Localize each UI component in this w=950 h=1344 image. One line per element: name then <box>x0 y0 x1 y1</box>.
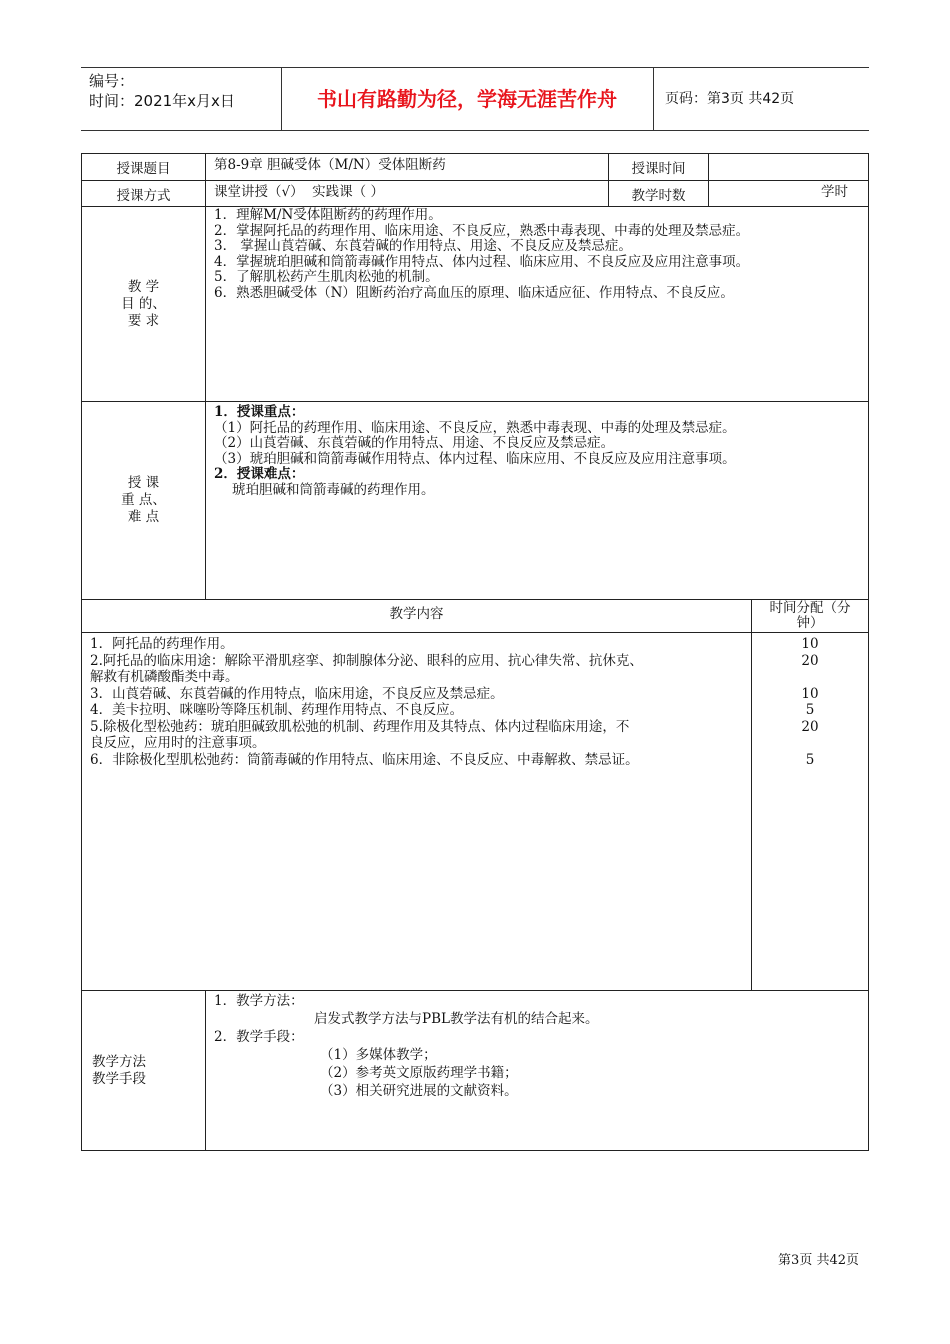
keypoints-content <box>205 401 869 600</box>
objective-item: 5．了解肌松药产生肌肉松弛的机制。 <box>214 269 439 285</box>
methods-label-line: 教学手段 <box>92 1070 146 1087</box>
means-item: （1）多媒体教学； <box>320 1047 437 1063</box>
keypoints-label-line: 授 课 <box>127 475 160 491</box>
time-value: 10 <box>801 685 819 702</box>
means-title: 2．教学手段： <box>214 1029 304 1045</box>
document-number: 编号： <box>89 72 135 90</box>
objective-item: 4．掌握琥珀胆碱和筒箭毒碱作用特点、体内过程、临床应用、不良反应及应用注意事项。 <box>214 253 750 270</box>
content-header: 教学内容 <box>81 599 752 633</box>
methods-label-line: 教学方法 <box>92 1053 146 1070</box>
time-allocation-column <box>751 632 869 991</box>
objective-item: 3． 掌握山莨菪碱、东莨菪碱的作用特点、用途、不良反应及禁忌症。 <box>214 238 632 254</box>
difficult-point-text: 琥珀胆碱和筒箭毒碱的药理作用。 <box>232 481 435 498</box>
content-line: 1．阿托品的药理作用。 <box>90 636 234 652</box>
key-points-title: 1．授课重点： <box>214 404 305 420</box>
method-title: 1．教学方法： <box>214 993 304 1009</box>
mode-label: 授课方式 <box>81 180 206 207</box>
content-line: 5.除极化型松弛药：琥珀胆碱致肌松弛的机制、药理作用及其特点、体内过程临床用途，不 <box>90 718 630 735</box>
key-point-item: （3）琥珀胆碱和筒箭毒碱作用特点、体内过程、临床应用、不良反应及应用注意事项。 <box>214 450 736 467</box>
time-value <box>708 153 869 181</box>
time-value <box>752 669 868 686</box>
document-header <box>81 67 869 131</box>
content-line: 良反应，应用时的注意事项。 <box>90 735 266 751</box>
content-line: 2.阿托品的临床用途：解除平滑肌痉挛、抑制腺体分泌、眼科的应用、抗心律失常、抗休克、 <box>90 652 643 669</box>
topic-value: 第8-9章 胆碱受体（M/N）受体阻断药 <box>205 153 609 181</box>
keypoints-label-line: 重 点、 <box>121 492 166 508</box>
objectives-content <box>205 206 869 402</box>
method-text: 启发式教学方法与PBL教学法有机的结合起来。 <box>314 1011 599 1027</box>
means-item: （3）相关研究进展的文献资料。 <box>320 1083 518 1099</box>
header-motto: 书山有路勤为径，学海无涯苦作舟 <box>317 87 617 111</box>
methods-label <box>81 990 206 1151</box>
time-value: 10 <box>801 636 819 652</box>
objectives-label <box>81 206 206 402</box>
time-value <box>752 735 868 752</box>
time-value: 5 <box>805 702 815 718</box>
content-line: 4．美卡拉明、咪噻吩等降压机制、药理作用特点、不良反应。 <box>90 702 464 718</box>
key-point-item: （2）山莨菪碱、东莨菪碱的作用特点、用途、不良反应及禁忌症。 <box>214 435 615 451</box>
methods-content <box>205 990 869 1151</box>
hours-unit: 学时 <box>708 180 869 207</box>
time-allocation-header <box>751 599 869 633</box>
keypoints-label-line: 难 点 <box>127 509 160 525</box>
content-body <box>81 632 752 991</box>
header-page-number: 页码：第3页 共42页 <box>665 91 795 107</box>
time-value: 5 <box>805 751 815 768</box>
objective-item: 1．理解M/N受体阻断药的药理作用。 <box>214 207 442 223</box>
time-value: 20 <box>801 718 819 735</box>
content-line: 6．非除极化型肌松弛药：筒箭毒碱的作用特点、临床用途、不良反应、中毒解救、禁忌证。 <box>90 751 639 768</box>
key-point-item: （1）阿托品的药理作用、临床用途、不良反应，熟悉中毒表现、中毒的处理及禁忌症。 <box>214 419 736 436</box>
topic-label: 授课题目 <box>81 153 206 181</box>
means-item: （2）参考英文原版药理学书籍； <box>320 1065 518 1081</box>
objectives-label-line: 目 的、 <box>121 295 166 312</box>
time-value: 20 <box>801 652 819 669</box>
mode-value: 课堂讲授（√） 实践课（ ） <box>205 180 609 207</box>
time-allocation-header-line: 钟） <box>796 615 824 631</box>
content-line: 解救有机磷酸酯类中毒。 <box>90 669 239 685</box>
header-divider <box>653 68 654 130</box>
content-line: 3．山莨菪碱、东莨菪碱的作用特点，临床用途，不良反应及禁忌症。 <box>90 685 504 702</box>
difficult-points-title: 2．授课难点： <box>214 466 305 482</box>
objective-item: 2．掌握阿托品的药理作用、临床用途、不良反应，熟悉中毒表现、中毒的处理及禁忌症。 <box>214 222 750 239</box>
objective-item: 6．熟悉胆碱受体（N）阻断药治疗高血压的原理、临床适应征、作用特点、不良反应。 <box>214 284 734 301</box>
hours-label: 教学时数 <box>608 180 709 207</box>
time-label: 授课时间 <box>608 153 709 181</box>
header-meta <box>89 71 235 111</box>
document-date: 时间：2021年x月x日 <box>89 92 235 110</box>
time-allocation-header-line: 时间分配（分 <box>769 600 851 616</box>
objectives-label-line: 教 学 <box>127 278 160 295</box>
objectives-label-line: 要 求 <box>127 312 160 329</box>
footer-page-number: 第3页 共42页 <box>778 1253 859 1268</box>
keypoints-label <box>81 401 206 600</box>
